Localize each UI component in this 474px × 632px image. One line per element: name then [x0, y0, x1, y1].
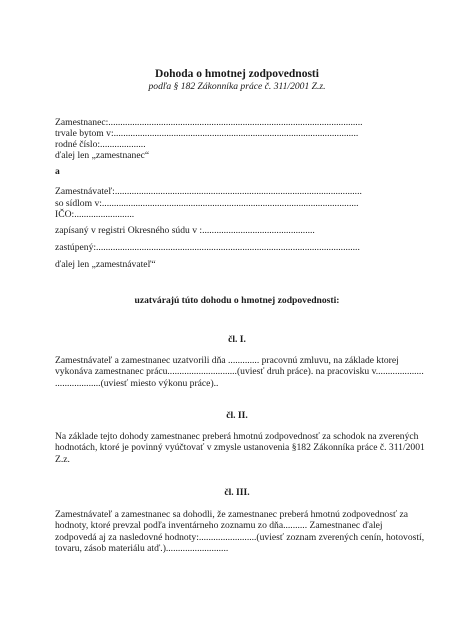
employee-designation-line: ďalej len „zamestnanec“ — [55, 150, 150, 161]
employer-designation-line: ďalej len „zamestnávateľ“ — [55, 259, 156, 270]
employer-ico-line: IČO:......................... — [55, 209, 135, 220]
document-title: Dohoda o hmotnej zodpovednosti — [155, 68, 319, 80]
article-3-line-3: zodpovedá aj za nasledovné hodnoty:........................(uviesť zoznam zverených cenín, hotovostí, — [55, 531, 425, 543]
employer-registry-line: zapísaný v registri Okresného súdu v :............................................... — [55, 225, 315, 236]
document-subtitle: podľa § 182 Zákonníka práce č. 311/2001 Z.z. — [148, 81, 326, 92]
article-3-line-1: Zamestnávateľ a zamestnanec sa dohodli, že zamestnanec preberá hmotnú zodpovednosť za — [55, 509, 408, 520]
article-3-text — [55, 509, 425, 555]
article-1-line-1: Zamestnávateľ a zamestnanec uzatvorili dňa ............. pracovnú zmluvu, na základe ktorej — [55, 355, 399, 366]
article-2-line-3: Z.z. — [55, 453, 70, 465]
employer-seat-line: so sídlom v:........................................................................................................... — [55, 198, 359, 209]
article-2-line-1: Na základe tejto dohody zamestnanec preberá hmotnú zodpovednosť za schodok na zverených — [55, 431, 419, 442]
article-2-line-2: hodnotách, ktoré je povinný vyúčtovať v zmysle ustanovenia §182 Zákonníka práce č. 311/2001 — [55, 442, 425, 454]
article-1-heading: čl. I. — [228, 334, 246, 345]
article-2-heading: čl. II. — [226, 410, 248, 421]
employee-name-line: Zamestnanec:.......................................................................................................... — [55, 117, 363, 128]
article-1-line-2: vykonáva zamestnanec prácu.............................(uviesť druh práce). na pracovisku v.................... — [55, 366, 424, 378]
article-1-line-3: ...................(uviesť miesto výkonu práce).. — [55, 377, 219, 389]
agreement-intro: uzatvárajú túto dohodu o hmotnej zodpovednosti: — [134, 295, 340, 306]
article-3-heading: čl. III. — [224, 487, 250, 498]
conjunction-and: a — [55, 166, 60, 177]
employee-birth-number-line: rodné číslo:................... — [55, 139, 146, 150]
employer-name-line: Zamestnávateľ:....................................................................................................... — [55, 186, 362, 197]
employer-representative-line: zastúpený:.............................................................................................................. — [55, 242, 360, 253]
article-3-line-2: hodnoty, ktoré prevzal podľa inventárneho zoznamu zo dňa.......... Zamestnanec ďalej — [55, 520, 383, 532]
article-3-line-4: tovaru, zásob materiálu atď.).......................... — [55, 543, 229, 555]
article-2-text — [55, 431, 425, 465]
article-1-text — [55, 355, 425, 389]
employee-residence-line: trvale bytom v:...................................................................................................... — [55, 128, 359, 139]
